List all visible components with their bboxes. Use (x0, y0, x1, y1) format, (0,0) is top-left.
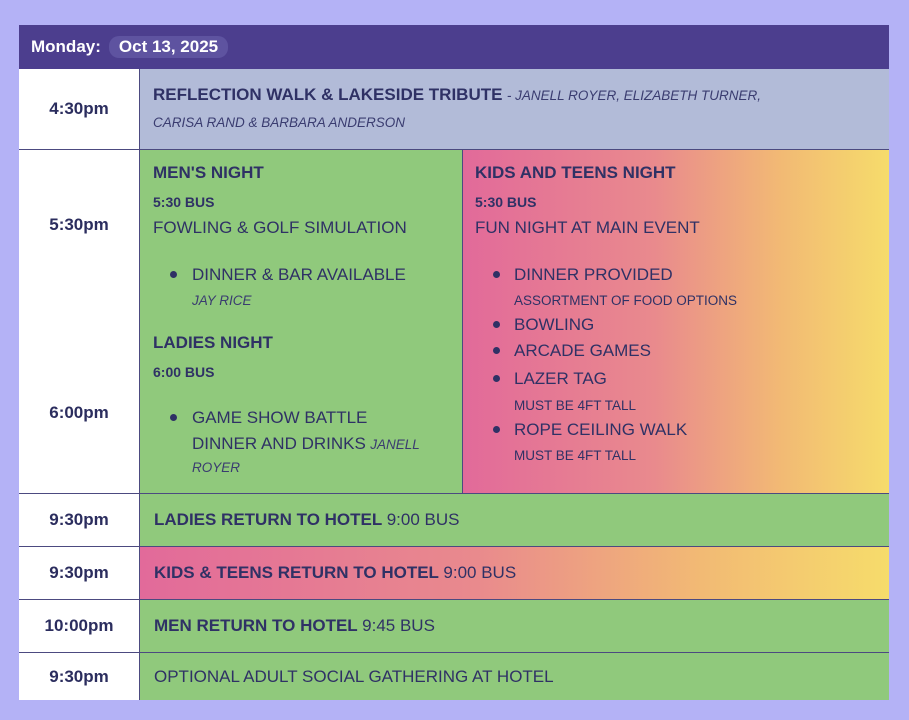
ladies-host-first: JANELL (370, 437, 420, 452)
men-return-title: MEN RETURN TO HOTEL (154, 616, 358, 635)
night-events-divider (462, 150, 463, 493)
time-column-divider (139, 69, 140, 700)
ladies-night-bus: 6:00 BUS (153, 364, 215, 380)
men-return-bus: 9:45 BUS (362, 616, 435, 635)
bullet-icon (493, 375, 500, 382)
kids-food-note: ASSORTMENT OF FOOD OPTIONS (514, 293, 738, 308)
reflection-walk-title: REFLECTION WALK & LAKESIDE TRIBUTE (153, 85, 503, 104)
row-divider (19, 652, 889, 653)
ladies-dinner-drinks: DINNER AND DRINKS (192, 434, 366, 453)
men-return-line (154, 600, 435, 652)
bullet-icon (493, 347, 500, 354)
ladies-return-cell (140, 494, 889, 546)
kids-return-line (154, 547, 516, 599)
day-label: Monday: (31, 37, 101, 56)
ladies-host-last: ROYER (192, 460, 241, 475)
mens-night-activity: FOWLING & GOLF SIMULATION (153, 218, 407, 237)
time-6-00pm: 6:00pm (49, 403, 109, 422)
time-9-30pm-ladies: 9:30pm (49, 510, 109, 529)
kids-bowling: BOWLING (514, 315, 595, 334)
schedule-header (19, 25, 889, 69)
kids-teens-night-cell (463, 150, 889, 493)
row-divider (19, 149, 889, 150)
rope-walk-height-note: MUST BE 4FT TALL (514, 448, 637, 463)
kids-night-bus: 5:30 BUS (475, 194, 537, 210)
mens-ladies-night-cell (140, 150, 462, 493)
men-return-cell (140, 600, 889, 652)
kids-return-title: KIDS & TEENS RETURN TO HOTEL (154, 563, 439, 582)
kids-arcade-games: ARCADE GAMES (514, 341, 651, 360)
bullet-icon (493, 271, 500, 278)
ladies-return-title: LADIES RETURN TO HOTEL (154, 510, 383, 529)
row-divider (19, 599, 889, 600)
ladies-return-line (154, 494, 459, 546)
kids-lazer-tag: LAZER TAG (514, 369, 607, 388)
bullet-icon (493, 426, 500, 433)
social-gathering-cell (140, 653, 889, 700)
mens-night-bus: 5:30 BUS (153, 194, 215, 210)
time-10-00pm: 10:00pm (44, 616, 114, 635)
ladies-night-title: LADIES NIGHT (153, 333, 273, 352)
ladies-return-bus: 9:00 BUS (386, 510, 460, 529)
mens-dinner-bar: DINNER & BAR AVAILABLE (192, 265, 406, 284)
time-5-30pm: 5:30pm (49, 215, 109, 234)
bullet-icon (493, 321, 500, 328)
lazer-tag-height-note: MUST BE 4FT TALL (514, 398, 637, 413)
mens-night-host: JAY RICE (192, 293, 252, 308)
bullet-icon (170, 414, 177, 421)
bullet-icon (170, 271, 177, 278)
schedule-table (19, 25, 889, 700)
kids-night-activity: FUN NIGHT AT MAIN EVENT (475, 218, 700, 237)
mens-night-title: MEN'S NIGHT (153, 163, 264, 182)
time-4-30pm: 4:30pm (49, 99, 109, 118)
kids-return-bus: 9:00 BUS (443, 563, 517, 582)
time-9-30pm-social: 9:30pm (49, 667, 109, 686)
time-9-30pm-kids: 9:30pm (49, 563, 109, 582)
reflection-walk-line1 (153, 85, 761, 105)
social-gathering-text: OPTIONAL ADULT SOCIAL GATHERING AT HOTEL (154, 666, 554, 686)
kids-dinner-provided: DINNER PROVIDED (514, 265, 673, 284)
tribute-names-line2: CARISA RAND & BARBARA ANDERSON (153, 115, 406, 130)
ladies-dinner-line (192, 434, 420, 454)
kids-return-cell (140, 547, 889, 599)
reflection-walk-cell (140, 69, 889, 149)
kids-rope-ceiling-walk: ROPE CEILING WALK (514, 420, 688, 439)
row-divider (19, 546, 889, 547)
kids-night-title: KIDS AND TEENS NIGHT (475, 163, 676, 182)
tribute-names-line1: - JANELL ROYER, ELIZABETH TURNER, (506, 88, 761, 103)
date-badge: Oct 13, 2025 (109, 36, 228, 58)
row-divider (19, 493, 889, 494)
ladies-game-show: GAME SHOW BATTLE (192, 408, 368, 427)
